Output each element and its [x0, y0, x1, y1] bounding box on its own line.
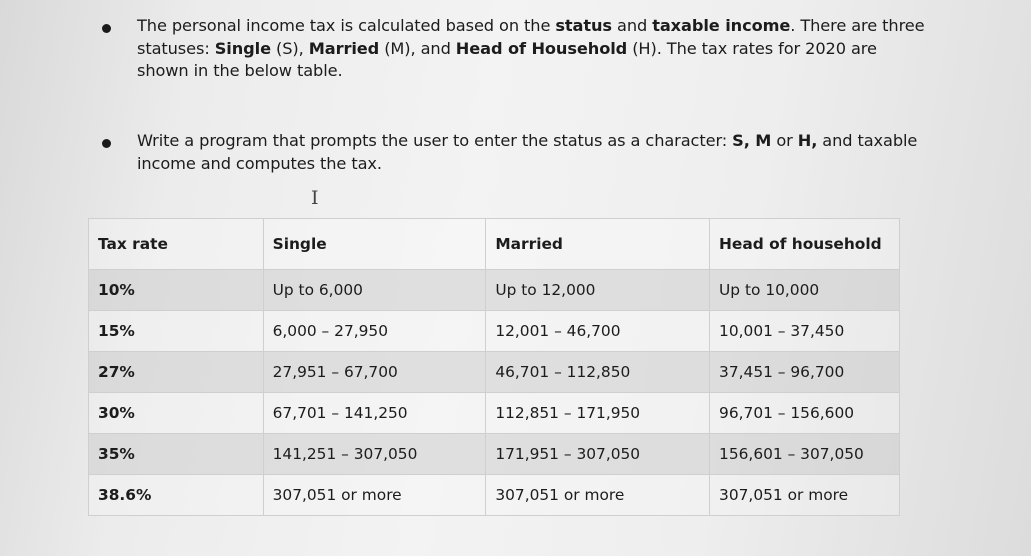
bullet-item-tax-description — [96, 15, 926, 83]
bullet-item-program-task — [96, 130, 926, 175]
rate-cell: 10% — [89, 270, 264, 311]
bullet-text: Write a program that prompts the user to enter the status as a character: S, M or H, and taxable income and computes the tax. — [137, 131, 918, 173]
head-of-household-cell: 37,451 – 96,700 — [710, 352, 900, 393]
head-of-household-cell: 156,601 – 307,050 — [710, 434, 900, 475]
header-married: Married — [486, 219, 710, 270]
head-of-household-cell: 307,051 or more — [710, 475, 900, 516]
table-row — [89, 475, 900, 516]
married-cell: 12,001 – 46,700 — [486, 311, 710, 352]
head-of-household-cell: 96,701 – 156,600 — [710, 393, 900, 434]
table-row — [89, 352, 900, 393]
bullet-dot-icon — [102, 139, 111, 148]
single-cell: 141,251 – 307,050 — [263, 434, 486, 475]
tax-rate-table — [88, 218, 900, 516]
married-cell: 46,701 – 112,850 — [486, 352, 710, 393]
bullet-dot-icon — [102, 24, 111, 33]
single-cell: 27,951 – 67,700 — [263, 352, 486, 393]
rate-cell: 15% — [89, 311, 264, 352]
table-row — [89, 311, 900, 352]
single-cell: 67,701 – 141,250 — [263, 393, 486, 434]
head-of-household-cell: 10,001 – 37,450 — [710, 311, 900, 352]
rate-cell: 35% — [89, 434, 264, 475]
table-row — [89, 434, 900, 475]
married-cell: Up to 12,000 — [486, 270, 710, 311]
header-head-of-household: Head of household — [710, 219, 900, 270]
rate-cell: 27% — [89, 352, 264, 393]
bullet-text: The personal income tax is calculated based on the status and taxable income. There are three statuses: Single (S), Married (M), and Head of Household (H). The tax rates for 2020 are shown in the below table. — [137, 16, 925, 80]
head-of-household-cell: Up to 10,000 — [710, 270, 900, 311]
table-header-row — [89, 219, 900, 270]
single-cell: 6,000 – 27,950 — [263, 311, 486, 352]
header-single: Single — [263, 219, 486, 270]
married-cell: 112,851 – 171,950 — [486, 393, 710, 434]
text-cursor-icon: I — [311, 187, 319, 209]
rate-cell: 30% — [89, 393, 264, 434]
table-row — [89, 270, 900, 311]
married-cell: 307,051 or more — [486, 475, 710, 516]
table-row — [89, 393, 900, 434]
married-cell: 171,951 – 307,050 — [486, 434, 710, 475]
single-cell: Up to 6,000 — [263, 270, 486, 311]
single-cell: 307,051 or more — [263, 475, 486, 516]
header-tax-rate: Tax rate — [89, 219, 264, 270]
rate-cell: 38.6% — [89, 475, 264, 516]
